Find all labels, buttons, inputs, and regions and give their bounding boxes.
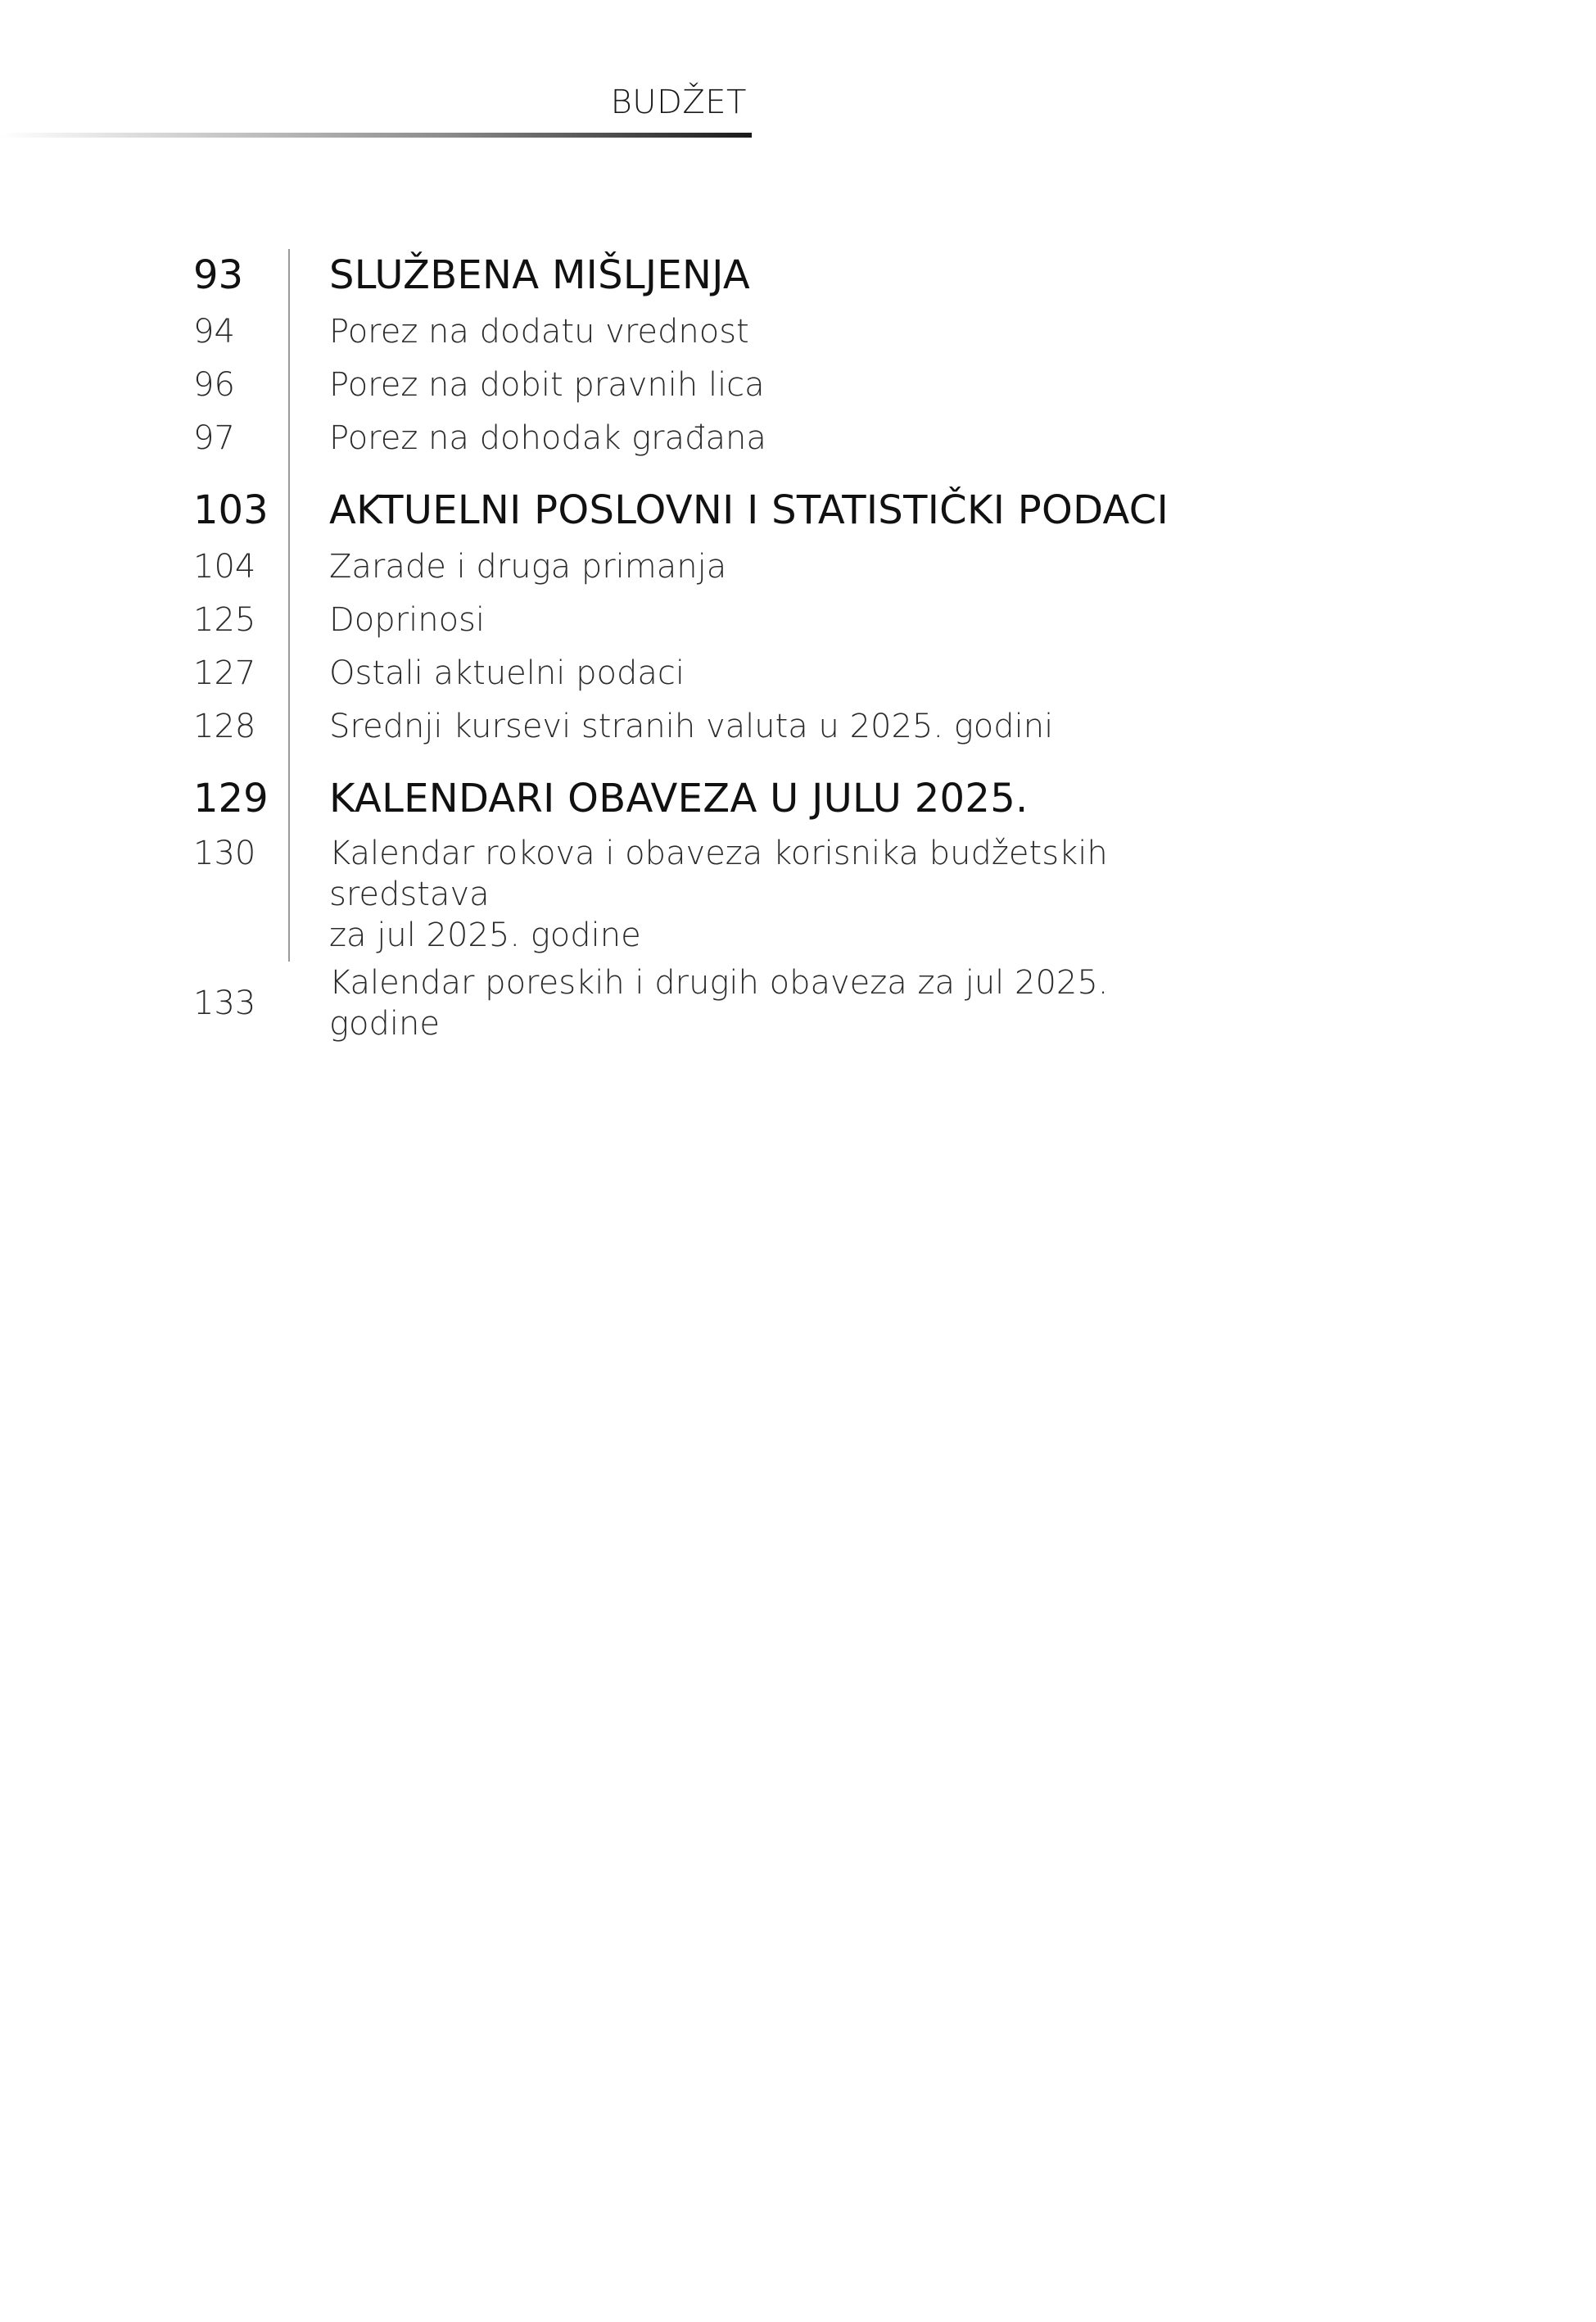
header-rule	[0, 133, 752, 138]
toc-entry[interactable]	[193, 962, 1258, 1044]
toc-section-title: KALENDARI OBAVEZA U JULU 2025.	[329, 776, 1029, 822]
toc-entry[interactable]	[193, 593, 1258, 646]
toc-entry[interactable]	[193, 305, 1258, 358]
toc-entry-title: Zarade i druga primanja	[329, 547, 727, 586]
toc-entry-title: Kalendar poreskih i drugih obaveza za jul 2025. godine	[329, 964, 1109, 1043]
toc-section-heading[interactable]	[193, 481, 1258, 540]
toc-page-number: 96	[193, 365, 235, 404]
toc-page-number: 104	[193, 547, 256, 586]
toc-section	[193, 481, 1258, 753]
toc-entry-title: Srednji kursevi stranih valuta u 2025. godini	[329, 707, 1054, 745]
toc-section	[193, 769, 1258, 1044]
toc-page-number: 125	[193, 600, 256, 639]
toc-section-title: SLUŽBENA MIŠLJENJA	[329, 252, 750, 298]
toc-section-heading[interactable]	[193, 769, 1258, 828]
toc-entry[interactable]	[193, 411, 1258, 464]
toc-entry-title: Porez na dodatu vrednost	[329, 312, 749, 351]
toc-page-number: 133	[193, 984, 256, 1022]
toc-entry-title: Porez na dohodak građana	[329, 419, 766, 457]
toc-page-number: 93	[193, 252, 244, 298]
toc-entry-title-line: za jul 2025. godine	[329, 917, 641, 954]
toc-page-number: 129	[193, 776, 269, 822]
toc-entry-title	[329, 833, 1214, 956]
toc-page-number: 103	[193, 487, 269, 533]
toc-entry-title: Ostali aktuelni podaci	[329, 654, 685, 692]
toc-entry[interactable]	[193, 358, 1258, 411]
toc-page-number: 128	[193, 707, 256, 745]
toc-entry-title-line: Kalendar rokova i obaveza korisnika budžetskih sredstava	[329, 835, 1108, 913]
running-header-title: BUDŽET	[610, 84, 747, 121]
running-header	[0, 79, 752, 144]
toc-page-number: 97	[193, 419, 235, 457]
toc-entry[interactable]	[193, 699, 1258, 753]
toc-entry[interactable]	[193, 646, 1258, 699]
toc-section-title: AKTUELNI POSLOVNI I STATISTIČKI PODACI	[329, 487, 1169, 533]
toc-page-number: 130	[193, 835, 256, 872]
toc-section-heading[interactable]	[193, 246, 1258, 305]
toc-page-number: 94	[193, 312, 235, 351]
toc-entry[interactable]	[193, 828, 1258, 962]
toc-entry-title: Porez na dobit pravnih lica	[329, 365, 765, 404]
toc-page-number: 127	[193, 654, 256, 692]
table-of-contents	[193, 246, 1258, 1044]
toc-section	[193, 246, 1258, 464]
toc-entry[interactable]	[193, 540, 1258, 593]
toc-entry-title: Doprinosi	[329, 600, 485, 639]
